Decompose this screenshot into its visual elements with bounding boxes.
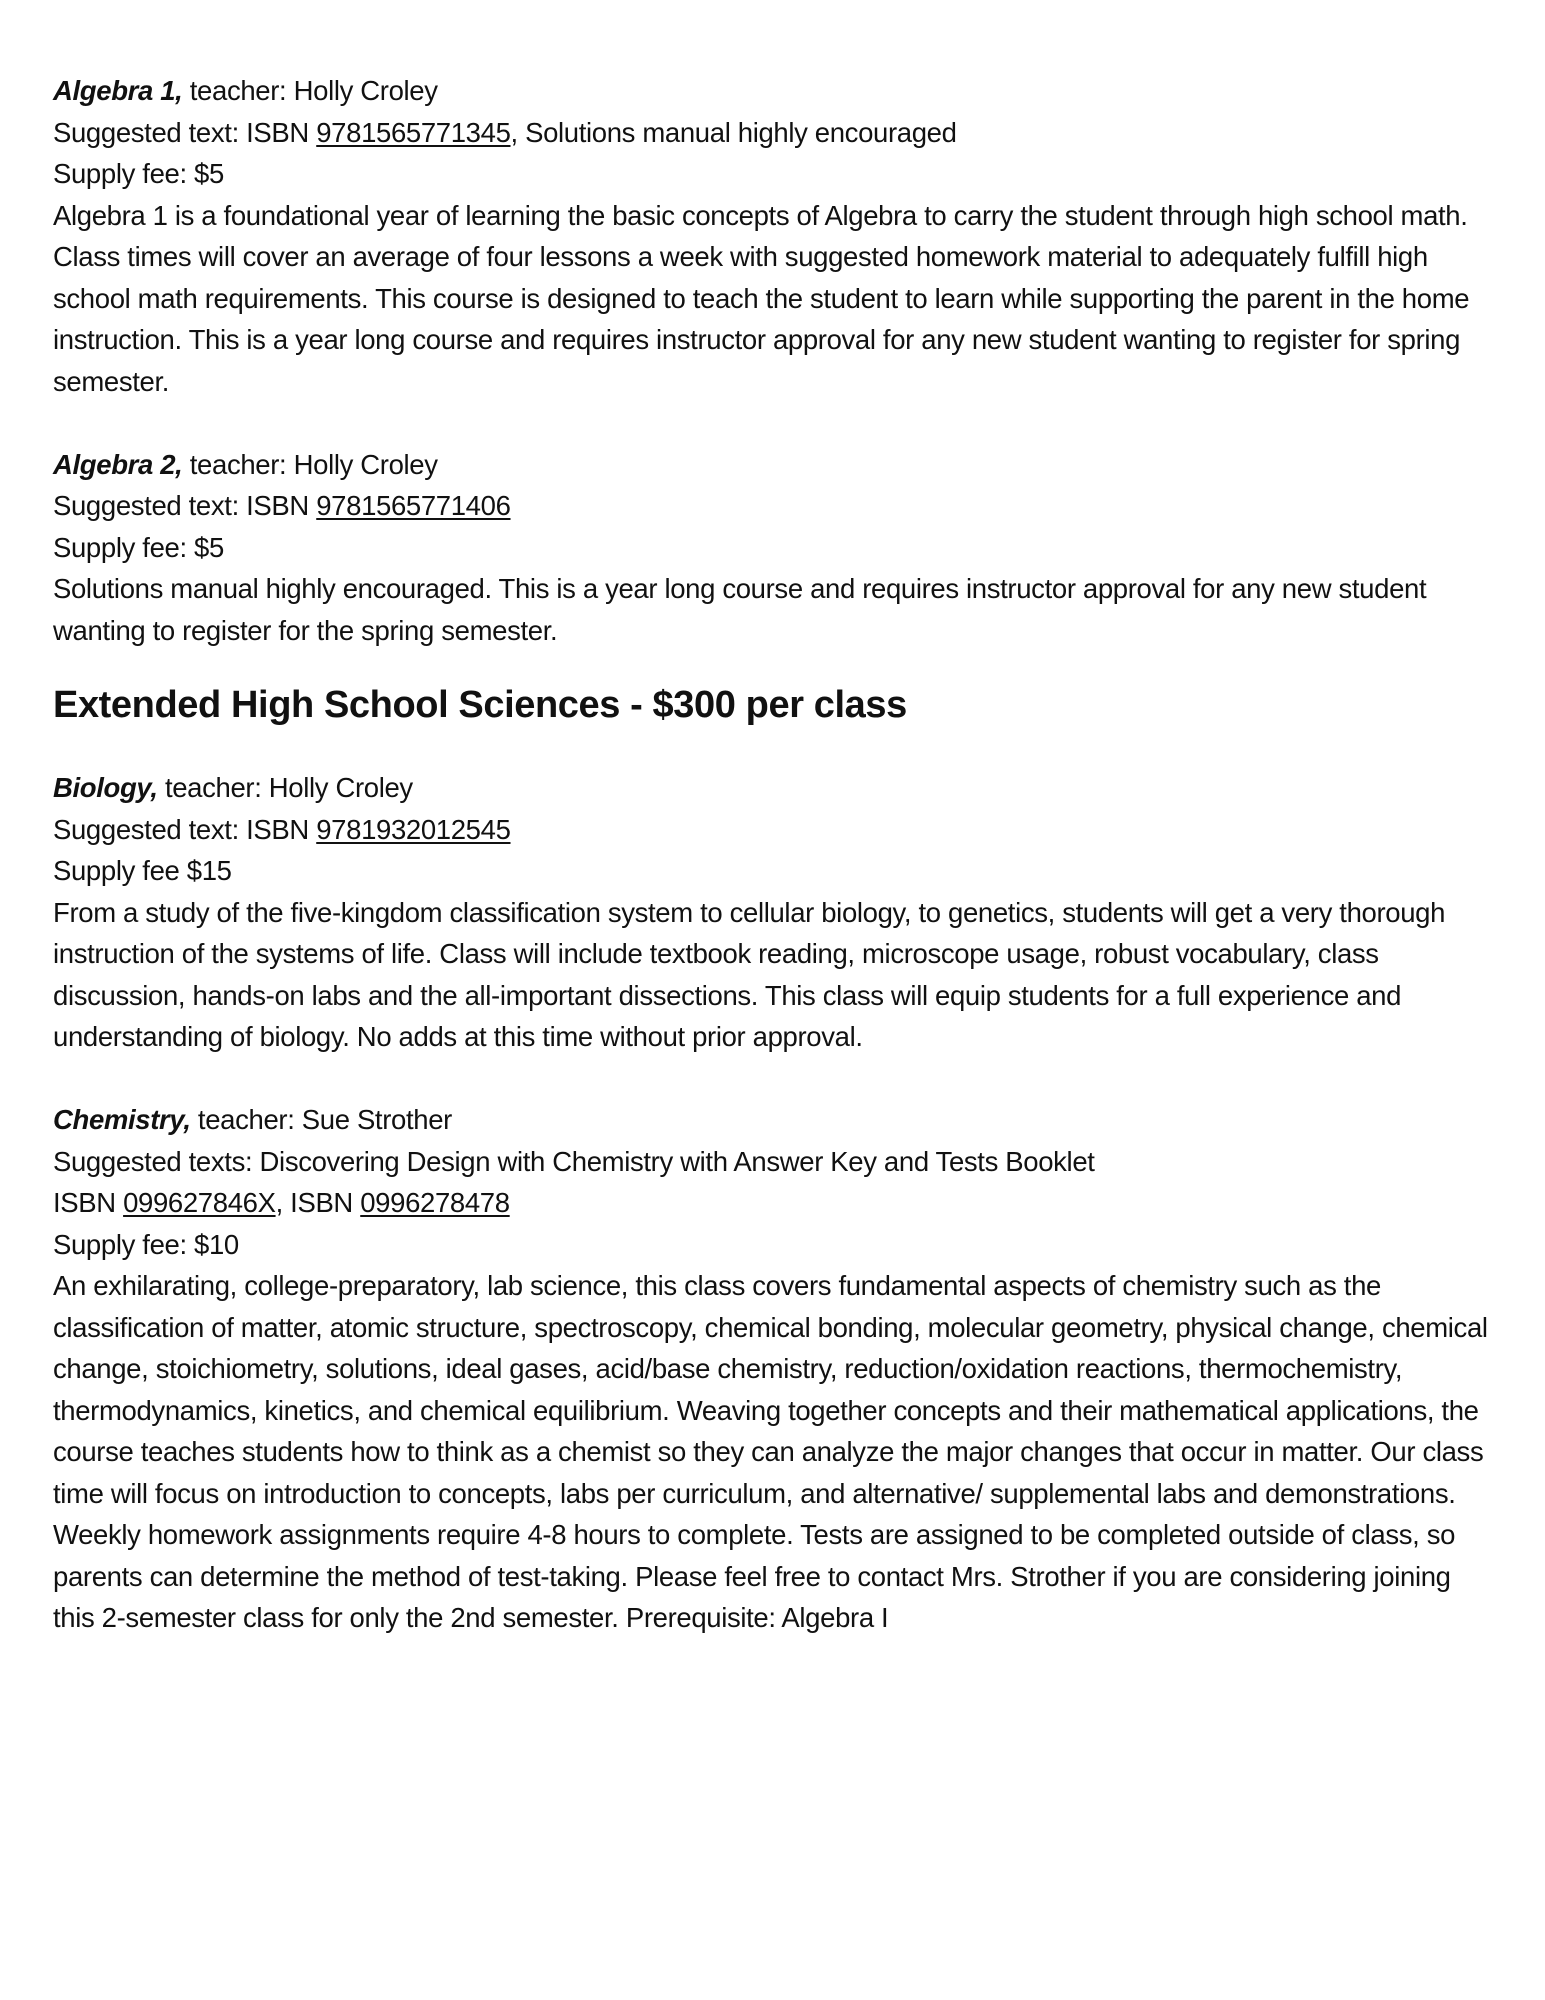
isbn-link[interactable]: 9781565771345	[316, 116, 511, 148]
course-algebra-1	[53, 70, 1493, 402]
course-title-line	[53, 70, 1493, 112]
course-description: An exhilarating, college-preparatory, lab science, this class covers fundamental aspects of chemistry such as the classification of matter, atomic structure, spectroscopy, chemical bonding, molecular geometry, physical change, chemical change, stoichiometry, solutions, ideal gases, acid/base chemistry, reduction/oxidation reactions, thermochemistry, thermodynamics, kinetics, and chemical equilibrium. Weaving together concepts and their mathematical applications, the course teaches students how to think as a chemist so they can analyze the major changes that occur in matter. Our class time will focus on introduction to concepts, labs per curriculum, and alternative/ supplemental labs and demonstrations. Weekly homework assignments require 4-8 hours to complete. Tests are assigned to be completed outside of class, so parents can determine the method of test-taking. Please feel free to contact Mrs. Strother if you are considering joining this 2-semester class for only the 2nd semester. Prerequisite: Algebra I	[53, 1270, 1488, 1633]
isbn-link[interactable]: 9781565771406	[316, 490, 511, 521]
isbn-link-2[interactable]: 0996278478	[360, 1187, 510, 1218]
supply-fee: Supply fee: $5	[53, 158, 224, 189]
course-name: Algebra 1,	[53, 75, 183, 106]
course-title-line	[53, 444, 1493, 486]
course-biology	[53, 767, 1493, 1058]
isbn-line	[53, 1182, 1493, 1224]
course-name: Chemistry,	[53, 1104, 191, 1135]
suggested-text-suffix: , Solutions manual highly encouraged	[510, 116, 957, 148]
supply-fee: Supply fee: $5	[53, 531, 224, 563]
isbn-link-1[interactable]: 099627846X	[123, 1187, 276, 1218]
suggested-text-label: Suggested text: ISBN	[53, 813, 317, 845]
course-chemistry	[53, 1099, 1493, 1639]
course-title-line	[53, 1099, 1493, 1141]
course-title-line	[53, 767, 1493, 809]
section-heading: Extended High School Sciences - $300 per class	[53, 684, 907, 726]
supply-fee: Supply fee: $10	[53, 1228, 239, 1260]
supply-fee: Supply fee $15	[53, 855, 232, 886]
course-description: From a study of the five-kingdom classification system to cellular biology, to genetics, students will get a very thorough instruction of the systems of life. Class will include textbook reading, microscope usage, robust vocabulary, class discussion, hands-on labs and the all-important dissections. This class will equip students for a full experience and understanding of biology. No adds at this time without prior approval.	[53, 896, 1446, 1052]
document-page	[53, 70, 1493, 1680]
suggested-text-line	[53, 809, 1493, 851]
course-teacher: teacher: Holly Croley	[157, 772, 413, 803]
suggested-text-label: Suggested text: ISBN	[53, 490, 317, 521]
isbn-label: , ISBN	[275, 1187, 361, 1218]
suggested-texts-line: Suggested texts: Discovering Design with Chemistry with Answer Key and Tests Booklet	[53, 1145, 1095, 1177]
course-teacher: teacher: Holly Croley	[182, 75, 438, 106]
course-name: Biology,	[53, 772, 158, 803]
course-description: Algebra 1 is a foundational year of learning the basic concepts of Algebra to carry the student through high school math. Class times will cover an average of four lessons a week with suggested homework material to adequately fulfill high school math requirements. This course is designed to teach the student to learn while supporting the parent in the home instruction. This is a year long course and requires instructor approval for any new student wanting to register for spring semester.	[53, 199, 1470, 397]
suggested-text-label: Suggested text: ISBN	[53, 116, 317, 148]
suggested-text-line	[53, 485, 1493, 527]
course-description: Solutions manual highly encouraged. This is a year long course and requires instructor approval for any new student wanting to register for the spring semester.	[53, 573, 1427, 646]
suggested-text-line	[53, 112, 1493, 154]
isbn-link[interactable]: 9781932012545	[316, 813, 511, 845]
course-teacher: teacher: Holly Croley	[182, 448, 438, 480]
course-teacher: teacher: Sue Strother	[190, 1104, 452, 1135]
course-name: Algebra 2,	[53, 448, 183, 480]
course-algebra-2	[53, 444, 1493, 652]
isbn-label: ISBN	[53, 1187, 124, 1218]
